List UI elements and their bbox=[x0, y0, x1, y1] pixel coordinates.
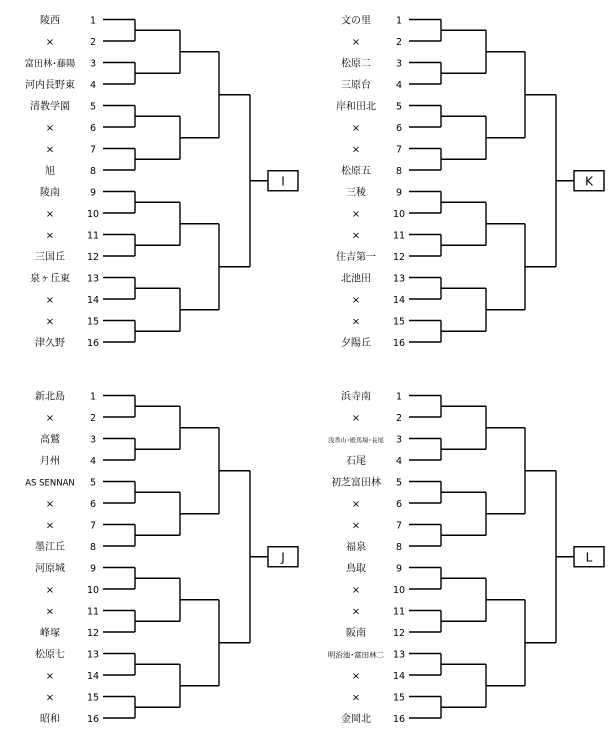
seed-number: 11 bbox=[392, 606, 406, 618]
seed-number: 9 bbox=[395, 563, 403, 575]
seed-number: 12 bbox=[392, 628, 406, 639]
bracket-k bbox=[336, 15, 604, 350]
team-name: × bbox=[351, 585, 361, 596]
block-label: J bbox=[281, 550, 285, 565]
block-label: L bbox=[585, 550, 593, 565]
seed-number: 8 bbox=[395, 542, 403, 553]
seed-number: 4 bbox=[89, 80, 97, 91]
team-name: 月州 bbox=[40, 456, 60, 467]
team-name: 石尾 bbox=[346, 456, 366, 467]
team-name: × bbox=[351, 692, 361, 704]
team-name: × bbox=[45, 230, 55, 242]
team-name: 高鷲 bbox=[40, 434, 60, 446]
seed-number: 4 bbox=[395, 80, 403, 91]
team-name: 三稜 bbox=[346, 187, 366, 199]
seed-number: 11 bbox=[392, 230, 406, 242]
seed-number: 5 bbox=[89, 477, 97, 489]
seed-number: 16 bbox=[86, 338, 100, 349]
seed-number: 15 bbox=[86, 692, 100, 704]
team-name: 峰塚 bbox=[40, 628, 60, 639]
team-name: 新北島 bbox=[35, 391, 65, 403]
team-name: 松原五 bbox=[341, 166, 371, 177]
team-name: × bbox=[351, 671, 361, 682]
team-name: 河原城 bbox=[35, 563, 65, 575]
seed-number: 10 bbox=[392, 585, 406, 596]
seed-number: 5 bbox=[395, 477, 403, 489]
seed-number: 1 bbox=[89, 391, 97, 403]
seed-number: 7 bbox=[395, 144, 403, 156]
team-name: × bbox=[351, 606, 361, 618]
seed-number: 10 bbox=[392, 209, 406, 220]
team-name: 河内長野東 bbox=[25, 80, 75, 91]
seed-number: 15 bbox=[392, 692, 406, 704]
team-name: 鳥取 bbox=[346, 563, 366, 575]
seed-number: 6 bbox=[395, 499, 403, 510]
team-name: × bbox=[45, 671, 55, 682]
team-name: 明治池･富田林二 bbox=[327, 650, 385, 660]
seed-number: 3 bbox=[89, 58, 97, 70]
team-name: × bbox=[351, 209, 361, 220]
block-label: I bbox=[281, 174, 285, 189]
seed-number: 7 bbox=[395, 520, 403, 532]
team-name: × bbox=[45, 295, 55, 306]
seed-number: 6 bbox=[89, 499, 97, 510]
seed-number: 4 bbox=[395, 456, 403, 467]
seed-number: 14 bbox=[392, 295, 406, 306]
seed-number: 14 bbox=[392, 671, 406, 682]
seed-number: 8 bbox=[395, 166, 403, 177]
team-name: × bbox=[45, 413, 55, 424]
team-name: × bbox=[351, 144, 361, 156]
team-name: 文の里 bbox=[341, 15, 371, 27]
team-name: 松原二 bbox=[341, 58, 371, 70]
seed-number: 13 bbox=[392, 273, 406, 285]
team-name: 昭和 bbox=[40, 714, 60, 725]
team-name: 富田林･藤陽 bbox=[24, 58, 76, 70]
team-name: × bbox=[351, 123, 361, 134]
team-name: × bbox=[45, 316, 55, 328]
seed-number: 12 bbox=[392, 252, 406, 263]
bracket-j bbox=[25, 390, 298, 726]
seed-number: 12 bbox=[86, 252, 100, 263]
team-name: 津久野 bbox=[35, 338, 65, 349]
team-name: 泉ヶ丘東 bbox=[30, 273, 70, 285]
team-name: 浅香山･殿馬場･長尾 bbox=[328, 437, 384, 445]
seed-number: 5 bbox=[89, 101, 97, 113]
seed-number: 7 bbox=[89, 144, 97, 156]
team-name: AS SENNAN bbox=[25, 478, 75, 489]
seed-number: 8 bbox=[89, 542, 97, 553]
team-name: 墨江丘 bbox=[35, 542, 65, 553]
team-name: × bbox=[351, 37, 361, 48]
team-name: × bbox=[45, 37, 55, 48]
seed-number: 9 bbox=[89, 563, 97, 575]
seed-number: 12 bbox=[86, 628, 100, 639]
team-name: × bbox=[351, 520, 361, 532]
seed-number: 10 bbox=[86, 209, 100, 220]
seed-number: 11 bbox=[86, 606, 100, 618]
seed-number: 15 bbox=[392, 316, 406, 328]
team-name: 陵西 bbox=[40, 15, 60, 27]
seed-number: 11 bbox=[86, 230, 100, 242]
team-name: 陵南 bbox=[40, 187, 60, 199]
seed-number: 14 bbox=[86, 671, 100, 682]
seed-number: 2 bbox=[395, 413, 403, 424]
seed-number: 15 bbox=[86, 316, 100, 328]
team-name: × bbox=[351, 413, 361, 424]
team-name: 清教学園 bbox=[30, 101, 70, 113]
bracket-i bbox=[25, 14, 298, 350]
seed-number: 1 bbox=[395, 391, 403, 403]
seed-number: 2 bbox=[89, 37, 97, 48]
team-name: 旭 bbox=[45, 166, 55, 177]
team-name: 初芝富田林 bbox=[331, 477, 381, 489]
block-label: K bbox=[585, 174, 593, 189]
seed-number: 13 bbox=[392, 649, 406, 661]
team-name: × bbox=[45, 520, 55, 532]
team-name: × bbox=[45, 144, 55, 156]
seed-number: 3 bbox=[395, 58, 403, 70]
seed-number: 16 bbox=[392, 338, 406, 349]
team-name: × bbox=[45, 606, 55, 618]
seed-number: 10 bbox=[86, 585, 100, 596]
team-name: 岸和田北 bbox=[336, 101, 376, 113]
seed-number: 1 bbox=[395, 15, 403, 27]
team-name: × bbox=[351, 499, 361, 510]
seed-number: 8 bbox=[89, 166, 97, 177]
team-name: × bbox=[351, 230, 361, 242]
seed-number: 9 bbox=[395, 187, 403, 199]
seed-number: 14 bbox=[86, 295, 100, 306]
seed-number: 9 bbox=[89, 187, 97, 199]
seed-number: 6 bbox=[395, 123, 403, 134]
team-name: 三原台 bbox=[341, 80, 371, 91]
team-name: × bbox=[45, 692, 55, 704]
seed-number: 13 bbox=[86, 273, 100, 285]
seed-number: 1 bbox=[89, 15, 97, 27]
team-name: 夕陽丘 bbox=[341, 338, 371, 349]
team-name: 三国丘 bbox=[35, 252, 65, 263]
seed-number: 3 bbox=[395, 434, 403, 446]
bracket-l bbox=[328, 390, 604, 726]
seed-number: 6 bbox=[89, 123, 97, 134]
seed-number: 2 bbox=[395, 37, 403, 48]
seed-number: 5 bbox=[395, 101, 403, 113]
team-name: × bbox=[45, 585, 55, 596]
team-name: × bbox=[45, 499, 55, 510]
team-name: 福泉 bbox=[346, 542, 366, 553]
team-name: × bbox=[45, 209, 55, 220]
team-name: 松原七 bbox=[35, 649, 65, 661]
seed-number: 2 bbox=[89, 413, 97, 424]
seed-number: 16 bbox=[392, 714, 406, 725]
team-name: 阪南 bbox=[346, 628, 366, 639]
seed-number: 3 bbox=[89, 434, 97, 446]
seed-number: 16 bbox=[86, 714, 100, 725]
seed-number: 13 bbox=[86, 649, 100, 661]
team-name: × bbox=[351, 316, 361, 328]
team-name: 浜寺南 bbox=[341, 391, 371, 403]
seed-number: 7 bbox=[89, 520, 97, 532]
team-name: 住吉第一 bbox=[336, 252, 376, 263]
team-name: 金岡北 bbox=[341, 714, 371, 725]
team-name: 北池田 bbox=[341, 273, 371, 285]
seed-number: 4 bbox=[89, 456, 97, 467]
team-name: × bbox=[45, 123, 55, 134]
team-name: × bbox=[351, 295, 361, 306]
